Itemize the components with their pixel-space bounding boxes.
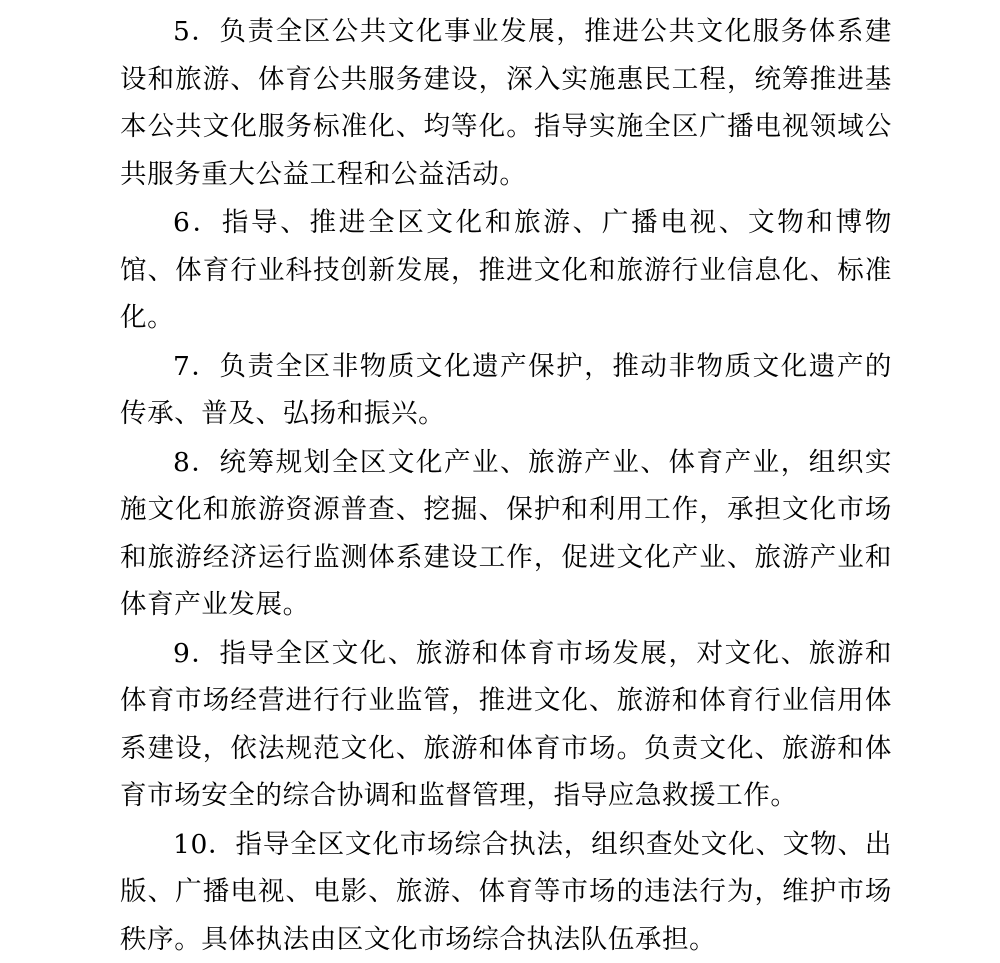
paragraph-item-5: 5．负责全区公共文化事业发展，推进公共文化服务体系建设和旅游、体育公共服务建设，深入实施惠民工程，统筹推进基本公共文化服务标准化、均等化。指导实施全区广播电视领域公共服务重大公益工程和公益活动。 <box>120 8 892 198</box>
paragraph-item-10: 10．指导全区文化市场综合执法，组织查处文化、文物、出版、广播电视、电影、旅游、体育等市场的违法行为，维护市场秩序。具体执法由区文化市场综合执法队伍承担。 <box>120 821 892 963</box>
paragraph-item-8: 8．统筹规划全区文化产业、旅游产业、体育产业，组织实施文化和旅游资源普查、挖掘、保护和利用工作，承担文化市场和旅游经济运行监测体系建设工作，促进文化产业、旅游产业和体育产业发展。 <box>120 439 892 629</box>
paragraph-item-6: 6．指导、推进全区文化和旅游、广播电视、文物和博物馆、体育行业科技创新发展，推进文化和旅游行业信息化、标准化。 <box>120 199 892 342</box>
paragraph-item-7: 7．负责全区非物质文化遗产保护，推动非物质文化遗产的传承、普及、弘扬和振兴。 <box>120 343 892 438</box>
paragraph-item-9: 9．指导全区文化、旅游和体育市场发展，对文化、旅游和体育市场经营进行行业监管，推进文化、旅游和体育行业信用体系建设，依法规范文化、旅游和体育市场。负责文化、旅游和体育市场安全的综合协调和监督管理，指导应急救援工作。 <box>120 630 892 820</box>
